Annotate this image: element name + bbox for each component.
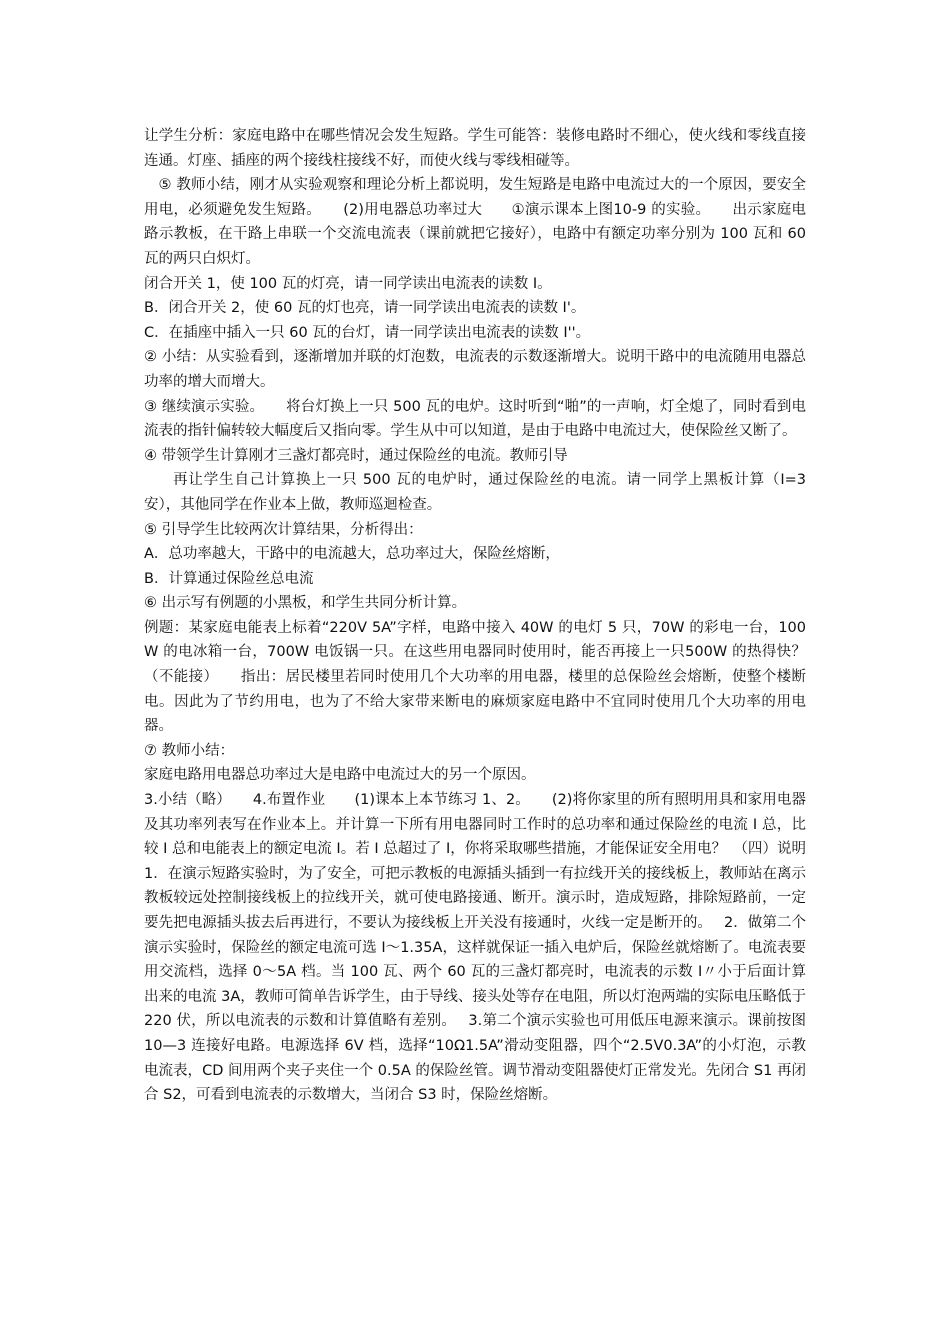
paragraph-close-switch-2: B．闭合开关 2，使 60 瓦的灯也亮，请一同学读出电流表的读数 I'。 — [144, 300, 586, 317]
paragraph-continue-experiment: ③ 继续演示实验。 将台灯换上一只 500 瓦的电炉。这时听到“啪”的一声响，灯全熄了，同时看到电流表的指针偏转较大幅度后又指向零。学生从中可以知道，是由于电路中电流过大，使保险丝又断了。 — [144, 398, 806, 440]
paragraph-conclusion-b: B．计算通过保险丝总电流 — [144, 570, 314, 587]
paragraph-calculate-current: ④ 带领学生计算刚才三盏灯都亮时，通过保险丝的电流。教师引导 — [144, 447, 568, 464]
paragraph-close-switch-1: 闭合开关 1，使 100 瓦的灯亮，请一同学读出电流表的读数 I。 — [144, 275, 552, 292]
paragraph-blackboard-example: ⑥ 出示写有例题的小黑板，和学生共同分析计算。 — [144, 595, 467, 612]
document-body — [144, 124, 826, 1108]
paragraph-teacher-summary-label: ⑦ 教师小结： — [144, 742, 235, 759]
paragraph-summary-2: ② 小结：从实验看到，逐渐增加并联的灯泡数，电流表的示数逐渐增大。说明干路中的电流随用电器总功率的增大而增大。 — [144, 349, 806, 390]
paragraph-short-circuit-analysis: 让学生分析：家庭电路中在哪些情况会发生短路。学生可能答：装修电路时不细心，使火线和零线直接连通。灯座、插座的两个接线柱接线不好，而使火线与零线相碰等。 — [144, 128, 806, 169]
paragraph-homework-and-notes: 3.小结（略） 4.布置作业 (1)课本上本节练习 1、2。 (2)将你家里的所有照明用具和家用电器及其功率列表写在作业本上。并计算一下所有用电器同时工作时的总功率和通过保险丝的电流 I 总，比较 I 总和电能表上的额定电流 I。若 I 总超过了 I，你将采取哪些措施，才能保证安全用电？ （四）说明 1．在演示短路实验时，为了安全，可把示教板的电源插头插到一有拉线开关的接线板上，教师站在离示教板较远处控制接线板上的拉线开关，就可使电路接通、断开。演示时，造成短路，排除短路前，一定要先把电源插头拔去后再进行，不要认为接线板上开关没有接通时，火线一定是断开的。 2．做第二个演示实验时，保险丝的额定电流可选 I～1.35A，这样就保证一插入电炉后，保险丝就熔断了。电流表要用交流档，选择 0～5A 档。当 100 瓦、两个 60 瓦的三盏灯都亮时，电流表的示数 I〃小于后面计算出来的电流 3A，教师可简单告诉学生，由于导线、接头处等存在电阻，所以灯泡两端的实际电压略低于 220 伏，所以电流表的示数和计算值略有差别。 3.第二个演示实验也可用低压电源来演示。课前按图 10—3 连接好电路。电源选择 6V 档，选择“10Ω1.5A”滑动变阻器，四个“2.5V0.3A”的小灯泡，示教电流表，CD 间用两个夹子夹住一个 0.5A 的保险丝管。调节滑动变阻器使灯正常发光。先闭合 S1 再闭合 S2，可看到电流表的示数增大，当闭合 S3 时，保险丝熔断。 — [144, 792, 826, 1104]
paragraph-teacher-summary-short-circuit: ⑤ 教师小结，刚才从实验观察和理论分析上都说明，发生短路是电路中电流过大的一个原因，要安全用电，必须避免发生短路。 (2)用电器总功率过大 ①演示课本上图10-9 的实验。 出示家庭电路示教板，在干路上串联一个交流电流表（课前就把它接好），电路中有额定功率分别为 100 瓦和 60 瓦的两只白炽灯。 — [144, 177, 806, 267]
paragraph-compare-results: ⑤ 引导学生比较两次计算结果，分析得出： — [144, 521, 423, 538]
paragraph-second-cause: 家庭电路用电器总功率过大是电路中电流过大的另一个原因。 — [144, 767, 536, 784]
paragraph-insert-lamp: C．在插座中插入一只 60 瓦的台灯，请一同学读出电流表的读数 I''。 — [144, 324, 591, 341]
paragraph-student-calculation: 再让学生自己计算换上一只 500 瓦的电炉时，通过保险丝的电流。请一同学上黑板计算（I=3 安），其他同学在作业本上做，教师巡迴检查。 — [144, 472, 806, 513]
paragraph-example-problem: 例题：某家庭电能表上标着“220V 5A”字样，电路中接入 40W 的电灯 5 只，70W 的彩电一台，100W 的电冰箱一台，700W 电饭锅一只。在这些用电器同时使用时，能否再接上一只500W 的热得快？（不能接） 指出：居民楼里若同时使用几个大功率的用电器，楼里的总保险丝会熔断，使整个楼断电。因此为了节约用电，也为了不给大家带来断电的麻烦家庭电路中不宜同时使用几个大功率的用电器。 — [144, 619, 807, 735]
paragraph-conclusion-a: A．总功率越大，干路中的电流越大，总功率过大，保险丝熔断， — [144, 546, 560, 563]
